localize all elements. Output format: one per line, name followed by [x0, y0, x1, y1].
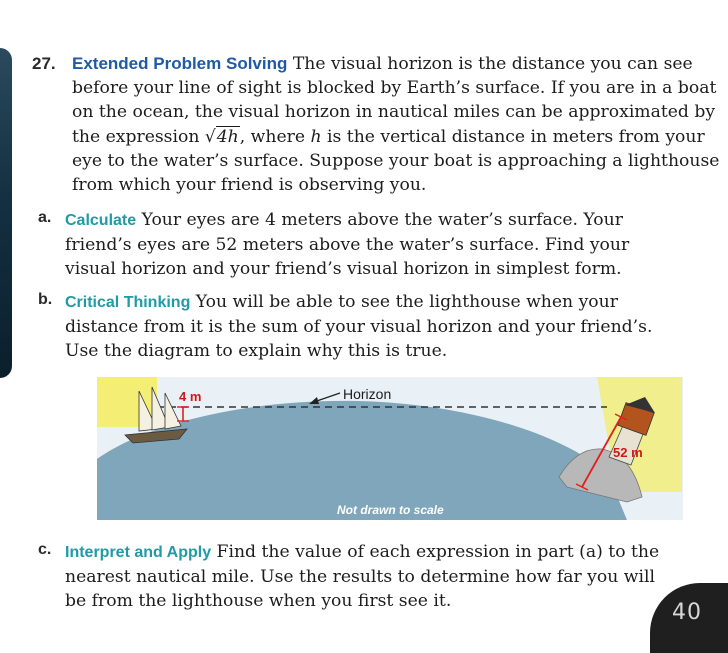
- part-letter: b.: [38, 291, 53, 308]
- corner-page-number: 40: [672, 600, 702, 625]
- problem-statement: [72, 52, 722, 197]
- part-c-heading: Interpret and Apply: [65, 544, 212, 561]
- part-b-heading: Critical Thinking: [65, 294, 191, 311]
- problem-text-1: The visual horizon is the distance you can see before your line of sight is blocked by Earth’s surface. If you are in a boat on the ocean, the visual horizon in nautical miles can be approximated by the expression: [72, 54, 717, 147]
- scale-caption: Not drawn to scale: [337, 503, 444, 517]
- part-letter: a.: [38, 209, 52, 226]
- part-a-text: [65, 208, 675, 281]
- part-a-heading: Calculate: [65, 212, 137, 229]
- boat-height-label: 4 m: [179, 389, 202, 404]
- part-b-text: [65, 290, 675, 363]
- left-photo-edge: [0, 48, 12, 378]
- radical-sign: √: [204, 126, 216, 147]
- part-letter: c.: [38, 541, 52, 558]
- problem-heading: Extended Problem Solving: [72, 54, 288, 73]
- radicand: 4h: [216, 126, 239, 147]
- lighthouse-height-label: 52 m: [613, 445, 643, 460]
- horizon-label: Horizon: [343, 386, 392, 402]
- variable-h: h: [310, 126, 322, 147]
- part-b-body: You will be able to see the lighthouse when your distance from it is the sum of your visual horizon and your friend’s. Use the diagram to explain why this is true.: [65, 292, 653, 361]
- horizon-diagram-svg: [97, 377, 683, 520]
- part-c-text: [65, 540, 675, 613]
- sqrt-expression: [205, 126, 240, 147]
- problem-text-3: is the vertical distance in meters from your eye to the water’s surface. Suppose your boat is approaching a lighthouse from which your friend is observing you.: [72, 126, 720, 196]
- part-c-body: Find the value of each expression in part (a) to the nearest nautical mile. Use the results to determine how far you will be from the lighthouse when you first see it.: [65, 542, 660, 611]
- horizon-diagram: [97, 377, 683, 520]
- problem-number: 27.: [32, 54, 56, 73]
- part-a-body: Your eyes are 4 meters above the water’s surface. Your friend’s eyes are 52 meters above the water’s surface. Find your visual horizon and your friend’s visual horizon in simplest form.: [65, 210, 630, 279]
- problem-text-2: , where: [239, 126, 311, 147]
